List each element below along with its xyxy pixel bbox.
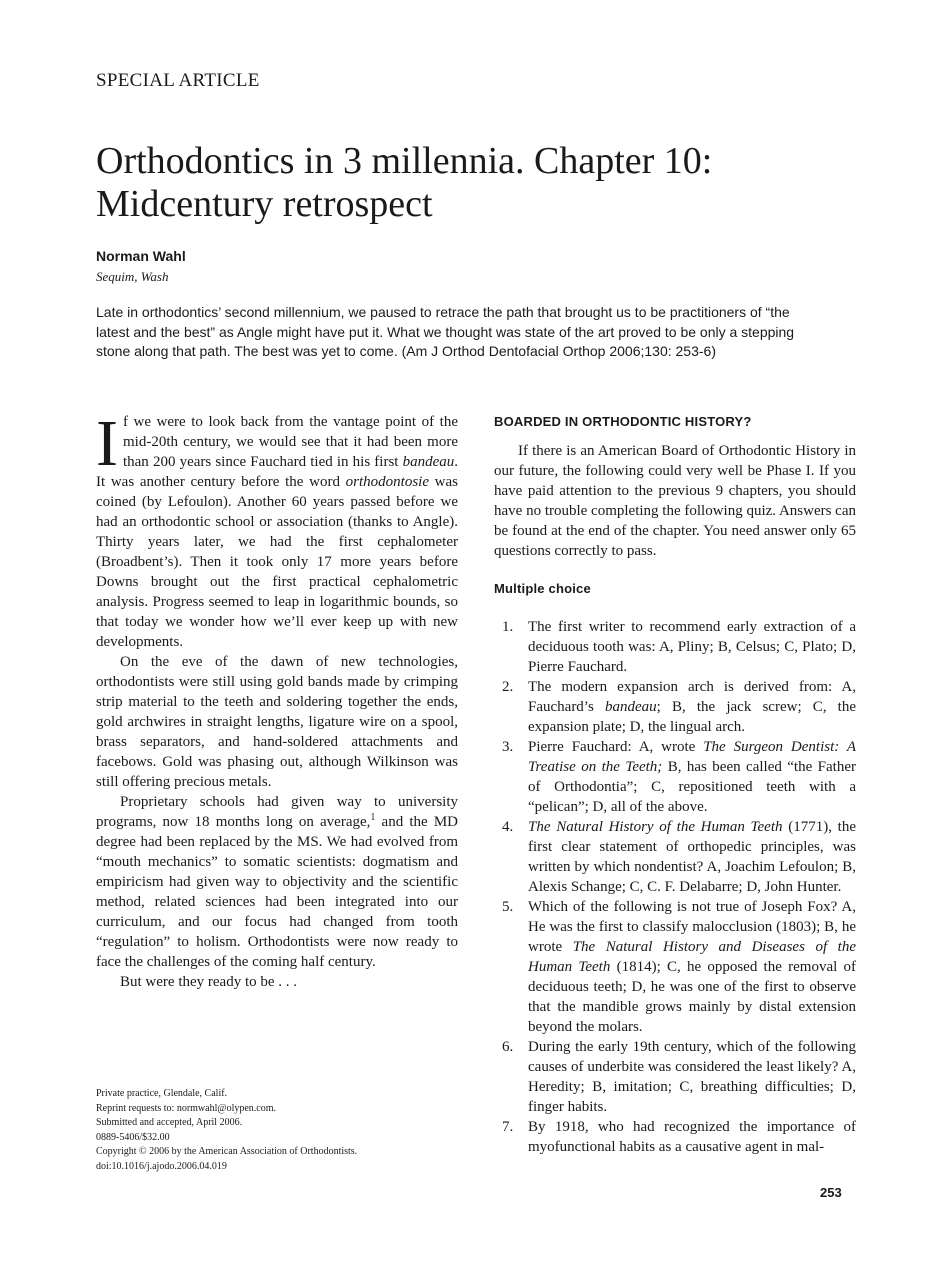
p1-text-b: . It was another century before the word <box>96 454 458 490</box>
p3-text-b: and the MD degree had been replaced by the MS. We had evolved from “mouth mechanics” to somatic scientists: dogmatism and empiricism had given way to objectivity and the scientific method, related sciences had been integrated into our curriculum, and our focus had changed from tooth “regulation” to holism. Orthodontists were now ready to face the challenges of the coming half century. <box>96 814 459 970</box>
quiz-intro: If there is an American Board of Orthodontic History in our future, the following could very well be Phase I. If you have paid attention to the previous 9 chapters, you should have no trouble completing the following quiz. Answers can be found at the end of the chapter. You need answer only 65 questions correctly to pass. <box>494 443 856 559</box>
quiz-item <box>494 677 856 737</box>
subsection-heading: Multiple choice <box>494 581 591 596</box>
left-column <box>96 407 459 992</box>
article-title <box>96 140 856 226</box>
author-affiliation: Sequim, Wash <box>96 269 169 284</box>
quiz-item-text: During the early 19th century, which of the following causes of underbite was considered the least likely? A, Heredity; B, imitation; C, breathing difficulties; D, finger habits. <box>528 1039 856 1115</box>
quiz-item-emphasis: The Surgeon Dentist: A Treatise on the Teeth; <box>528 739 857 775</box>
quiz-item-emphasis: The Natural History of the Human Teeth <box>528 819 783 835</box>
page-number: 253 <box>820 1185 842 1200</box>
p1-text-c: was coined (by Lefoulon). Another 60 years passed before we had an orthodontic school or association (thanks to Angle). Thirty years later, we had the first cephalometer (Broadbent’s). Then it took only 17 more years before Downs brought out the first practical cephalometric analysis. Progress seemed to leap in logarithmic bounds, so that today we wonder how we’ll ever keep up with new developments. <box>96 474 459 650</box>
quiz-item-number: 3. <box>502 739 514 755</box>
paragraph-1 <box>96 407 459 652</box>
quiz-item-text: B, has been called “the Father of Orthodontia”; C, repositioned teeth with a “pelican”; D, all of the above. <box>528 759 856 815</box>
author-name: Norman Wahl <box>96 248 186 264</box>
reference-superscript: 1 <box>370 812 376 823</box>
p3-text-a: Proprietary schools had given way to university programs, now 18 months long on average, <box>96 794 458 830</box>
quiz-item-text: (1771), the first clear statement of orthopedic principles, was written by which nondentist? A, Joachim Lefoulon; B, Alexis Schange; C, C. F. Delabarre; D, John Hunter. <box>528 819 856 895</box>
footnote-reprint: Reprint requests to: normwahl@olypen.com. <box>96 1102 277 1114</box>
quiz-item-number: 4. <box>502 819 514 835</box>
paragraph-2: On the eve of the dawn of new technologies, orthodontists were still using gold bands made by crimping strip material to the teeth and soldering together the ends, gold archwires in straight lengths, ligature wire on a spool, brass separators, and hand-soldered attachments and facebows. Gold was phasing out, although Wilkinson was still offering precious metals. <box>96 654 458 790</box>
quiz-item-number: 5. <box>502 899 514 915</box>
quiz-item-emphasis: The Natural History and Diseases of the Human Teeth <box>528 939 856 975</box>
quiz-item-number: 1. <box>502 619 514 635</box>
quiz-list <box>494 617 856 1157</box>
paragraph-3 <box>96 792 458 972</box>
footnote-practice: Private practice, Glendale, Calif. <box>96 1088 228 1099</box>
quiz-item-text: ; B, the jack screw; C, the expansion plate; D, the lingual arch. <box>528 699 856 735</box>
p1-emphasis-orthodontosie: orthodontosie <box>345 474 429 490</box>
paragraph-4: But were they ready to be . . . <box>120 974 298 990</box>
footnote-issn: 0889-5406/$32.00 <box>96 1131 170 1143</box>
quiz-item-number: 6. <box>502 1039 514 1055</box>
quiz-item-emphasis: bandeau <box>604 699 657 715</box>
title-line-2: Midcentury retrospect <box>96 183 433 225</box>
quiz-item-text: (1814); C, he opposed the removal of deciduous teeth; D, he was one of the first to observe that the mandible grows mainly by distal extension beyond the molars. <box>528 959 856 1035</box>
quiz-item <box>494 737 856 817</box>
footnotes <box>96 1087 456 1174</box>
quiz-item-text: The modern expansion arch is derived from: A, Fauchard’s <box>528 679 856 715</box>
footnote-submitted: Submitted and accepted, April 2006. <box>96 1117 243 1128</box>
title-line-1: Orthodontics in 3 millennia. Chapter 10: <box>96 140 713 182</box>
quiz-item-number: 7. <box>502 1119 514 1135</box>
quiz-item-text: The first writer to recommend early extraction of a deciduous tooth was: A, Pliny; B, Celsus; C, Plato; D, Pierre Fauchard. <box>528 619 856 675</box>
drop-cap: I <box>96 407 118 480</box>
quiz-item-text: Which of the following is not true of Joseph Fox? A, He was the first to classify malocclusion (1803); B, he wrote <box>528 899 856 955</box>
quiz-item-number: 2. <box>502 679 514 695</box>
abstract: Late in orthodontics’ second millennium, we paused to retrace the path that brought us to be practitioners of “the latest and the best” as Angle might have put it. What we thought was state of the art proved to be only a stepping stone along that path. The best was yet to come. (Am J Orthod Dentofacial Orthop 2006;130: 253-6) <box>96 304 795 359</box>
quiz-item-text: Pierre Fauchard: A, wrote <box>528 739 704 755</box>
footnote-doi: doi:10.1016/j.ajodo.2006.04.019 <box>96 1160 227 1172</box>
quiz-item <box>494 617 856 677</box>
quiz-item <box>494 1037 856 1117</box>
right-column <box>494 412 856 1157</box>
quiz-item <box>494 1117 856 1157</box>
footnote-copyright: Copyright © 2006 by the American Association of Orthodontists. <box>96 1146 358 1157</box>
quiz-item-text: By 1918, who had recognized the importance of myofunctional habits as a causative agent in mal- <box>528 1119 856 1155</box>
p1-text-a: f we were to look back from the vantage point of the mid-20th century, we would see that it had been more than 200 years since Fauchard tied in his first <box>122 414 458 470</box>
p1-emphasis-bandeau: bandeau <box>402 454 455 470</box>
section-label: SPECIAL ARTICLE <box>96 70 260 91</box>
quiz-item <box>494 897 856 1037</box>
quiz-item <box>494 817 856 897</box>
section-heading: BOARDED IN ORTHODONTIC HISTORY? <box>494 414 752 429</box>
